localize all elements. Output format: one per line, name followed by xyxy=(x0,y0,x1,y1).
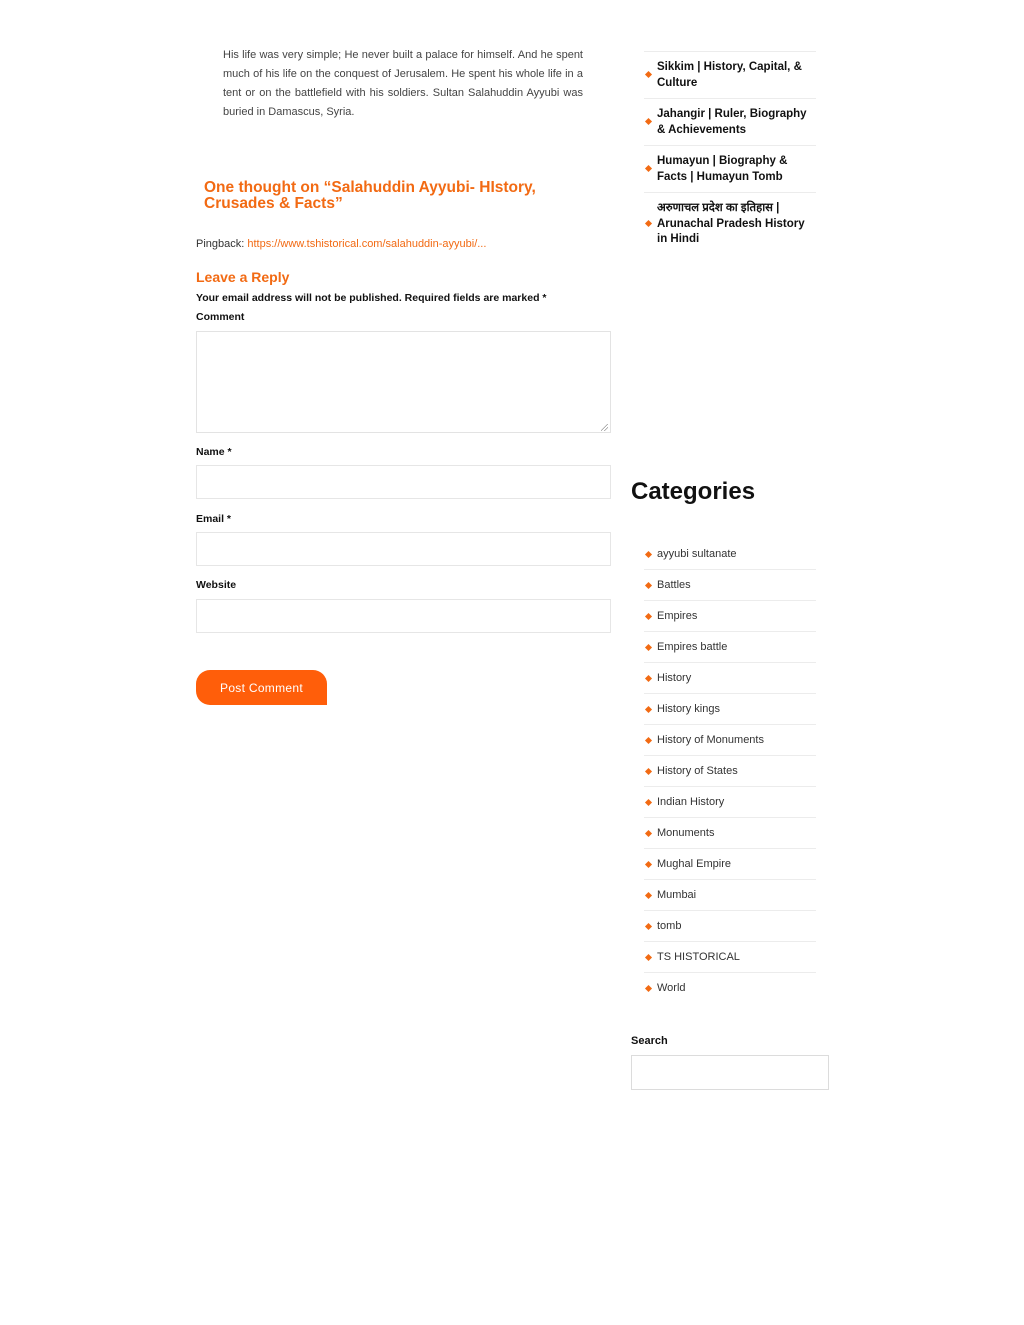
categories-list xyxy=(644,539,816,1003)
diamond-bullet-icon xyxy=(645,165,652,172)
diamond-bullet-icon xyxy=(645,551,652,558)
name-field[interactable] xyxy=(196,465,611,499)
email-label: Email * xyxy=(196,513,232,525)
diamond-bullet-icon xyxy=(645,71,652,78)
category-item[interactable] xyxy=(644,756,816,787)
category-item[interactable] xyxy=(644,787,816,818)
diamond-bullet-icon xyxy=(645,861,652,868)
recent-post-link[interactable]: Jahangir | Ruler, Biography & Achievements xyxy=(657,108,807,136)
post-comment-button[interactable]: Post Comment xyxy=(196,670,327,705)
category-item[interactable] xyxy=(644,663,816,694)
pingback-entry xyxy=(196,238,486,250)
recent-post-item[interactable] xyxy=(644,192,816,255)
diamond-bullet-icon xyxy=(645,675,652,682)
diamond-bullet-icon xyxy=(645,799,652,806)
category-link[interactable]: History kings xyxy=(657,703,720,715)
category-item[interactable] xyxy=(644,632,816,663)
diamond-bullet-icon xyxy=(645,706,652,713)
category-item[interactable] xyxy=(644,849,816,880)
resize-grip-icon[interactable] xyxy=(601,424,608,431)
category-link[interactable]: Battles xyxy=(657,579,691,591)
search-input[interactable] xyxy=(631,1055,829,1090)
diamond-bullet-icon xyxy=(645,768,652,775)
category-link[interactable]: Empires xyxy=(657,610,698,622)
diamond-bullet-icon xyxy=(645,892,652,899)
category-link[interactable]: Mumbai xyxy=(657,889,697,901)
name-label: Name * xyxy=(196,446,232,458)
category-link[interactable]: History of States xyxy=(657,765,738,777)
category-link[interactable]: tomb xyxy=(657,920,682,932)
pingback-link[interactable]: https://www.tshistorical.com/salahuddin-ayyubi/... xyxy=(247,238,487,250)
category-item[interactable] xyxy=(644,818,816,849)
category-item[interactable] xyxy=(644,539,816,570)
category-item[interactable] xyxy=(644,725,816,756)
reply-notes: Your email address will not be published. Required fields are marked * xyxy=(196,292,547,304)
diamond-bullet-icon xyxy=(645,985,652,992)
category-item[interactable] xyxy=(644,694,816,725)
category-item[interactable] xyxy=(644,911,816,942)
category-item[interactable] xyxy=(644,973,816,1003)
category-link[interactable]: History xyxy=(657,672,692,684)
recent-post-link[interactable]: Sikkim | History, Capital, & Culture xyxy=(657,61,802,89)
diamond-bullet-icon xyxy=(645,582,652,589)
category-link[interactable]: World xyxy=(657,982,686,994)
category-item[interactable] xyxy=(644,601,816,632)
recent-posts-list xyxy=(644,51,816,255)
recent-post-item[interactable] xyxy=(644,98,816,145)
category-link[interactable]: Monuments xyxy=(657,827,715,839)
diamond-bullet-icon xyxy=(645,644,652,651)
website-field[interactable] xyxy=(196,599,611,633)
email-field[interactable] xyxy=(196,532,611,566)
category-item[interactable] xyxy=(644,880,816,911)
comment-textarea[interactable] xyxy=(196,331,611,433)
comment-label: Comment xyxy=(196,311,245,323)
recent-post-item[interactable] xyxy=(644,145,816,192)
diamond-bullet-icon xyxy=(645,830,652,837)
category-link[interactable]: Indian History xyxy=(657,796,725,808)
diamond-bullet-icon xyxy=(645,613,652,620)
recent-post-link[interactable]: Humayun | Biography & Facts | Humayun Tomb xyxy=(657,155,788,183)
diamond-bullet-icon xyxy=(645,954,652,961)
diamond-bullet-icon xyxy=(645,220,652,227)
diamond-bullet-icon xyxy=(645,923,652,930)
recent-post-link[interactable]: अरुणाचल प्रदेश का इतिहास | Arunachal Pradesh History in Hindi xyxy=(657,202,805,245)
search-label: Search xyxy=(631,1035,668,1047)
comments-title: One thought on “Salahuddin Ayyubi- HIstory, Crusades & Facts” xyxy=(204,179,536,212)
pingback-label: Pingback: xyxy=(196,238,245,250)
category-link[interactable]: Mughal Empire xyxy=(657,858,731,870)
category-link[interactable]: TS HISTORICAL xyxy=(657,951,740,963)
website-label: Website xyxy=(196,579,237,591)
reply-title: Leave a Reply xyxy=(196,269,290,285)
category-link[interactable]: Empires battle xyxy=(657,641,728,653)
categories-heading: Categories xyxy=(631,478,756,505)
recent-post-item[interactable] xyxy=(644,51,816,98)
article-paragraph: His life was very simple; He never built a palace for himself. And he spent much of his life on the conquest of Jerusalem. He spent his whole life in a tent or on the battlefield with his soldiers. Sultan Salahuddin Ayyubi was buried in Damascus, Syria. xyxy=(223,49,583,118)
diamond-bullet-icon xyxy=(645,118,652,125)
category-link[interactable]: History of Monuments xyxy=(657,734,764,746)
category-item[interactable] xyxy=(644,942,816,973)
category-link[interactable]: ayyubi sultanate xyxy=(657,548,737,560)
category-item[interactable] xyxy=(644,570,816,601)
diamond-bullet-icon xyxy=(645,737,652,744)
